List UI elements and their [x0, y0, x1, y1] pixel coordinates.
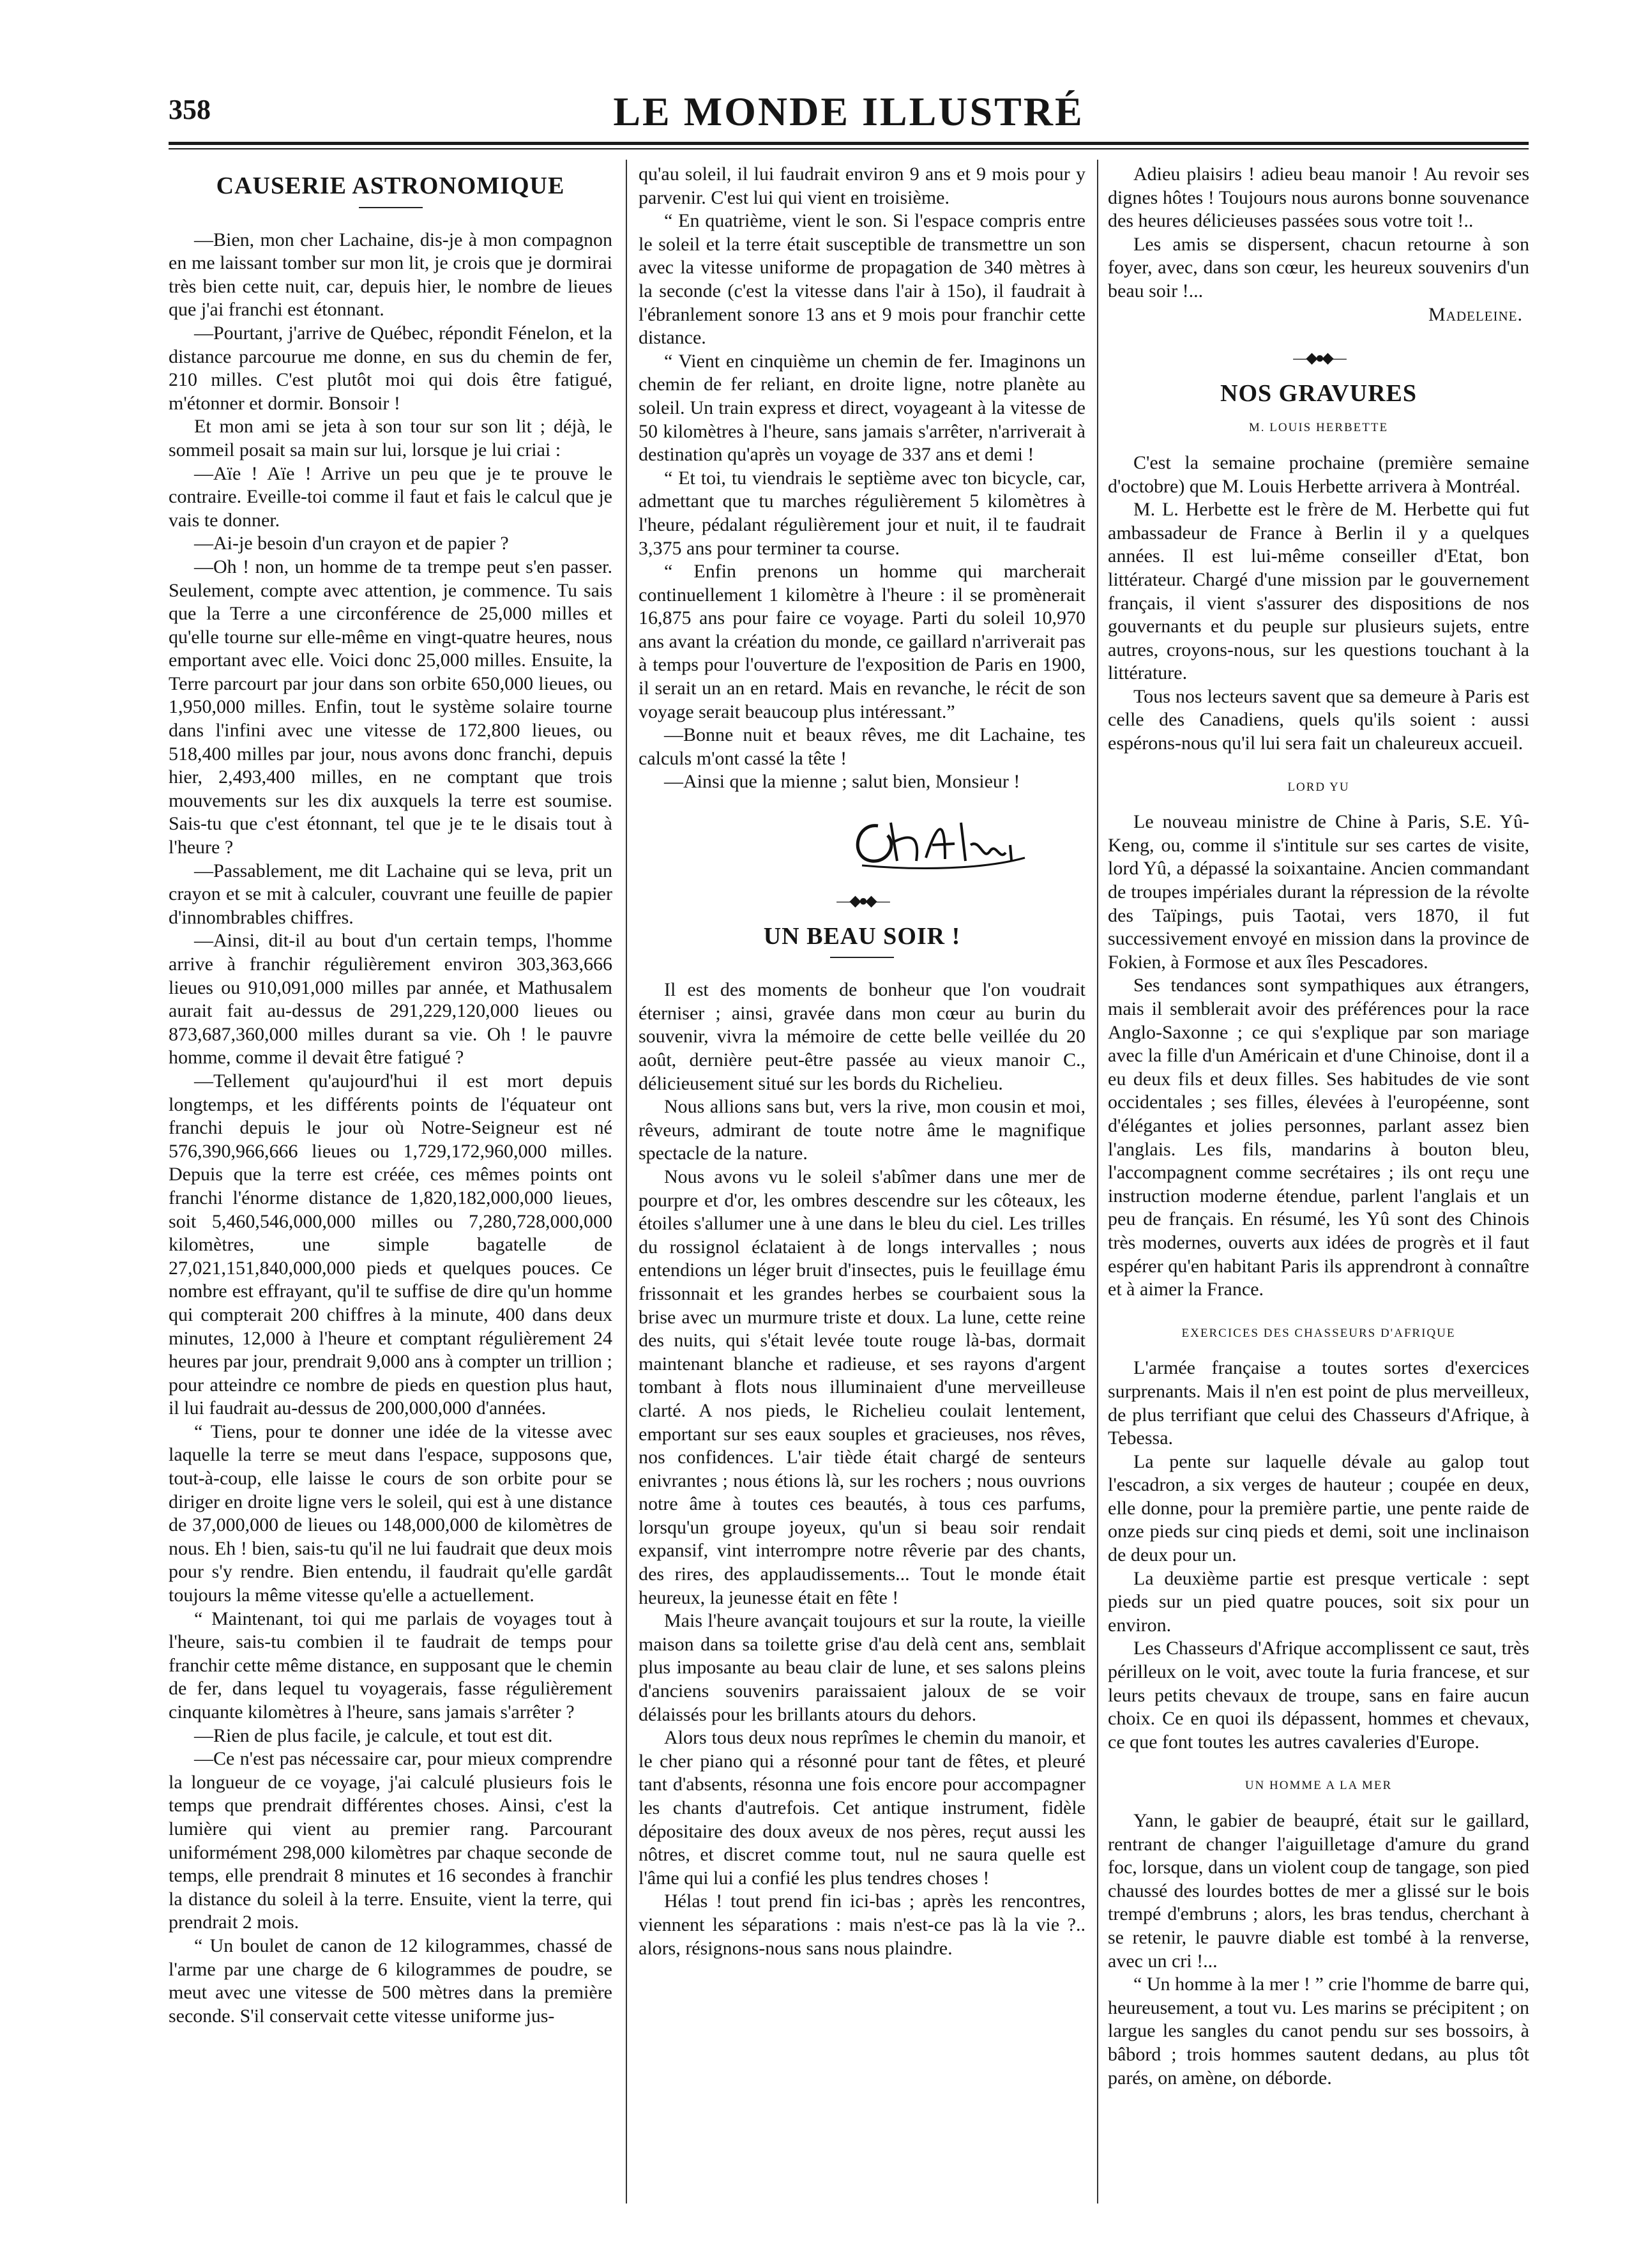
column-3 — [1108, 163, 1529, 2207]
paragraph: Mais l'heure avançait toujours et sur la route, la vieille maison dans sa toilette grise d'au delà cent ans, semblait plus imposante au beau clair de lune, et ses salons pleins d'anciens souvenirs paraissaient jaloux de se voir délaissés pour les brillants atours du dehors. — [639, 1610, 1086, 1725]
paragraph: —Ainsi que la mienne ; salut bien, Monsieur ! — [664, 771, 1020, 793]
paragraph: —Rien de plus facile, je calcule, et tout est dit. — [194, 1724, 553, 1746]
column-2 — [639, 163, 1086, 2207]
paragraph: —Passablement, me dit Lachaine qui se leva, prit un crayon et se mit à calculer, couvrant une feuille de papier d'innombrables chiffres. — [169, 860, 612, 928]
paragraph: Tous nos lecteurs savent que sa demeure à Paris est celle des Canadiens, quels qu'ils soient : aussi espérons-nous qu'il lui sera fait un chaleureux accueil. — [1108, 685, 1529, 754]
paragraph: Le nouveau ministre de Chine à Paris, S.E. Yû-Keng, ou, comme il s'intitule sur ses cartes de visite, lord Yû, a dépassé la soixantaine. Ancien commandant de troupes impériales durant la répression de la révolte des Taïpings, puis Taotai, vers 1870, il fut successivement envoyé en mission dans la province de Fokien, à Formose et aux îles Pescadores. — [1108, 811, 1529, 973]
paragraph: —Aïe ! Aïe ! Arrive un peu que je te prouve le contraire. Eveille-toi comme il faut et fais le calcul que je vais te donner. — [169, 462, 612, 531]
paragraph: La pente sur laquelle dévale au galop tout l'escadron, a six verges de hauteur ; coupée en deux, elle donne, pour la première partie, une pente raide de onze pieds sur cinq pieds et demi, soit une inclinaison de deux pour un. — [1108, 1450, 1529, 1566]
masthead-rule-thick — [169, 142, 1529, 145]
subsection-heading: UN HOMME A LA MER — [1244, 1779, 1393, 1793]
paragraph: Yann, le gabier de beaupré, était sur le gaillard, rentrant de changer l'aiguilletage d'amure du grand foc, lorsque, dans un violent coup de tangage, son pied chaussé des lourdes bottes de mer a glissé sur le bois trempé d'embruns ; alors, les bras tendus, cherchant à se retenir, le pauvre diable est tombé à la renverse, avec un cri !... — [1108, 1810, 1529, 1972]
title-underline — [830, 957, 894, 958]
subsection-heading: M. LOUIS HERBETTE — [1248, 421, 1389, 435]
paragraph: Et mon ami se jeta à son tour sur son lit ; déjà, le sommeil posait sa main sur lui, lorsque je lui criai : — [169, 416, 612, 460]
paragraph: Il est des moments de bonheur que l'on voudrait éterniser ; ainsi, gravée dans mon cœur au burin du souvenir, vivra la mémoire de cette belle veillée du 20 août, dernière peut-être passée au vieux manoir C., délicieusement situé sur les bords du Richelieu. — [639, 979, 1086, 1094]
paragraph: L'armée française a toutes sortes d'exercices surprenants. Mais il n'en est point de plus merveilleux, de plus terrifiant que celui des Chasseurs d'Afrique, à Tebessa. — [1108, 1357, 1529, 1449]
paragraph: —Bonne nuit et beaux rêves, me dit Lachaine, tes calculs m'ont cassé la tête ! — [639, 724, 1086, 769]
paragraph: M. L. Herbette est le frère de M. Herbette qui fut ambassadeur de France à Berlin il y a quelques années. Il est lui-même conseiller d'Etat, bon littérateur. Chargé d'une mission par le gouvernement français, il vient s'assurer des dispositions de nos gouvernants et du peuple sur plusieurs sujets, entre autres, croyons-nous, sur les questions touchant à la littérature. — [1108, 499, 1529, 684]
paragraph: —Tellement qu'aujourd'hui il est mort depuis longtemps, et les différents points de l'équateur ont franchi depuis le jour où Notre-Seigneur est né 576,390,966,666 lieues ou 1,729,172,960,000 milles. Depuis que la terre est créée, ces mêmes points ont franchi l'énorme distance de 1,820,182,000,000 lieues, soit 5,460,546,000,000 milles ou 7,280,728,000,000 kilomètres, une simple bagatelle de 27,021,151,840,000,000 pieds et quelques pouces. Ce nombre est effrayant, qu'il te suffise de dire qu'un homme qui compterait 200 chiffres à la minute, 400 dans deux minutes, 12,000 à l'heure et comptant régulièrement 24 heures par jour, prendrait 9,000 ans à compter un trillion ; pour atteindre ce nombre de pieds en question plus haut, il lui faudrait au-dessus de 200,000,000 d'années. — [169, 1070, 612, 1419]
paragraph: “ Et toi, tu viendrais le septième avec ton bicycle, car, admettant que tu marches régulièrement 5 kilomètres à l'heure, pédalant régulièrement jour et nuit, il te faudrait 3,375 ans pour terminer ta course. — [639, 467, 1086, 559]
column-divider — [1097, 160, 1098, 2203]
paragraph: “ Un homme à la mer ! ” crie l'homme de barre qui, heureusement, a tout vu. Les marins se précipitent ; on largue les sangles du canot pendu sur ses bossoirs, à bâbord ; trois hommes sautent dedans, au plus tôt parés, on amène, on déborde. — [1108, 1974, 1529, 2089]
paragraph: “ Enfin prenons un homme qui marcherait continuellement 1 kilomètre à l'heure : il se promènerait 16,875 ans pour faire ce voyage. Parti du soleil 10,970 ans avant la création du monde, ce gaillard n'arriverait pas à temps pour l'ouverture de l'exposition de Paris en 1900, il serait un an en retard. Mais en revanche, le récit de son voyage serait beaucoup plus intéressant.” — [639, 561, 1086, 722]
paragraph: Les Chasseurs d'Afrique accomplissent ce saut, très périlleux on le voit, avec toute la furia francese, et sur leurs petits chevaux de troupe, sans en faire aucun choix. Ce en quoi ils dépassent, hommes et chevaux, ce que font toutes les autres cavaleries d'Europe. — [1108, 1638, 1529, 1753]
section-ornament: —◆●◆— — [836, 893, 888, 910]
paragraph: “ Vient en cinquième un chemin de fer. Imaginons un chemin de fer reliant, en droite ligne, notre planète au soleil. Un train express et direct, voyageant à la vitesse de 50 kilomètres à l'heure, sans jamais s'arrêter, n'arriverait à destination qu'après un voyage de 337 ans et demi ! — [639, 350, 1086, 466]
paragraph: —Bien, mon cher Lachaine, dis-je à mon compagnon en me laissant tomber sur mon lit, je crois que je dormirai très bien cette nuit, car, depuis hier, le nombre de lieues que j'ai franchi est étonnant. — [169, 229, 612, 321]
masthead — [169, 88, 1529, 139]
section-ornament: —◆●◆— — [1293, 350, 1344, 367]
paragraph: —Ai-je besoin d'un crayon et de papier ? — [194, 533, 509, 554]
paragraph: Les amis se dispersent, chacun retourne à son foyer, avec, dans son cœur, les heureux souvenirs d'un beau soir !... — [1108, 233, 1529, 301]
paragraph: Adieu plaisirs ! adieu beau manoir ! Au revoir ses dignes hôtes ! Toujours nous aurons bonne souvenance des heures délicieuses passées sous votre toit !.. — [1108, 164, 1529, 232]
column-divider — [626, 160, 627, 2203]
paragraph: Alors tous deux nous reprîmes le chemin du manoir, et le cher piano qui a résonné pour tant de fêtes, et pleuré tant d'absents, résonna une fois encore pour accompagner les chants d'autrefois. Cet antique instrument, fidèle dépositaire des doux aveux de nos pères, reçut aussi les nôtres, et discret comme tout, nul ne saura quelle est l'âme qui lui a confié les plus tendres choses ! — [639, 1727, 1086, 1889]
beau-soir-title: UN BEAU SOIR ! — [763, 922, 961, 950]
masthead-rule-thin — [169, 148, 1529, 149]
paragraph: “ En quatrième, vient le son. Si l'espace compris entre le soleil et la terre était susceptible de transmettre un son avec la vitesse uniforme de propagation de 340 mètres à la seconde (c'est la vitesse dans l'air à 15o), il faudrait à l'ébranlement sonore 13 ans et 9 mois pour franchir cette distance. — [639, 210, 1086, 349]
paragraph: —Ce n'est pas nécessaire car, pour mieux comprendre la longueur de ce voyage, j'ai calculé plusieurs fois le temps que prendrait différentes choses. Ainsi, c'est la lumière qui vient au premier rang. Parcourant uniformément 298,000 kilomètres par chaque seconde de temps, elle prendrait 8 minutes et 16 secondes à franchir la distance du soleil à la terre. Ensuite, vient la terre, qui prendrait 2 mois. — [169, 1748, 612, 1933]
column-1 — [169, 163, 612, 2207]
paragraph: C'est la semaine prochaine (première semaine d'octobre) que M. Louis Herbette arrivera à Montréal. — [1108, 452, 1529, 497]
paragraph: “ Tiens, pour te donner une idée de la vitesse avec laquelle la terre se meut dans l'espace, supposons que, tout-à-coup, elle laisse le cours de son orbite pour se diriger en droite ligne vers le soleil, qui est à une distance de 37,000,000 de lieues ou 148,000,000 de kilomètres de nous. Eh ! bien, sais-tu qu'il ne lui faudrait que deux mois pour s'y rendre. Bien entendu, il faudrait qu'elle gardât toujours la même vitesse qu'elle a actuellement. — [169, 1420, 612, 1606]
page-number: 358 — [169, 94, 211, 125]
paragraph: —Oh ! non, un homme de ta trempe peut s'en passer. Seulement, compte avec attention, je commence. Tu sais que la Terre a une circonférence de 25,000 milles et qu'elle tourne sur elle-même en vingt-quatre heures, nous emportant avec elle. Voici donc 25,000 milles. Ensuite, la Terre parcourt par jour dans son orbite 650,000 lieues, ou 1,950,000 milles. Enfin, tout le système solaire tourne dans l'infini avec une vitesse de 172,800 lieues, ou 518,400 milles par jour, nous avons donc franchi, depuis hier, 2,493,400 milles, en ne comptant que trois mouvements sur les dix auxquels la terre est soumise. Sais-tu que c'est étonnant, tel que je te le disais tout à l'heure ? — [169, 556, 612, 858]
paragraph: —Pourtant, j'arrive de Québec, répondit Fénelon, et la distance parcourue me donne, en sus du chemin de fer, 210 milles. C'est plutôt moi qui dois être fatigué, m'étonner et dormir. Bonsoir ! — [169, 322, 612, 414]
newspaper-title: LE MONDE ILLUSTRÉ — [613, 89, 1084, 134]
paragraph: —Ainsi, dit-il au bout d'un certain temps, l'homme arrive à franchir régulièrement environ 303,363,666 lieues ou 910,091,000 milles par année, et Mathusalem aurait fait au-dessus de 291,229,120,000 lieues ou 873,687,360,000 milles durant sa vie. Oh ! le pauvre homme, comme il devait être fatigué ? — [169, 930, 612, 1069]
paragraph: “ Maintenant, toi qui me parlais de voyages tout à l'heure, sais-tu combien il te faudrait de temps pour franchir cette même distance, en supposant que le chemin de fer, dans lequel tu voyagerais, fasse régulièrement cinquante kilomètres à l'heure, sans jamais s'arrêter ? — [169, 1608, 612, 1723]
paragraph: qu'au soleil, il lui faudrait environ 9 ans et 9 mois pour y parvenir. C'est lui qui vient en troisième. — [639, 164, 1086, 208]
author-signature: Madeleine. — [1428, 303, 1523, 325]
paragraph: Ses tendances sont sympathiques aux étrangers, mais il semblerait avoir des préférences pour la race Anglo-Saxonne ; ce qui s'explique par son mariage avec la fille d'un Américain et d'une Chinoise, dont il a eu deux fils et deux filles. Ses habitudes de vie sont occidentales ; ses filles, élevées à l'européenne, sont d'élégantes et jolies personnes, parlant assez bien l'anglais. Les fils, mandarins à bouton bleu, l'accompagnent comme secrétaires ; ils ont reçu une instruction moderne étendue, parlent l'anglais et un peu de français. En résumé, les Yû sont des Chinois très modernes, ouverts aux idées de progrès et il faut espérer qu'en habitant Paris ils apprendront à connaître et à aimer la France. — [1108, 975, 1529, 1300]
paragraph: Hélas ! tout prend fin ici-bas ; après les rencontres, viennent les séparations : mais n'est-ce pas là la vie ?.. alors, résignons-nous sans nous plaindre. — [639, 1891, 1086, 1959]
causerie-title: CAUSERIE ASTRONOMIQUE — [216, 172, 565, 199]
gravures-title: NOS GRAVURES — [1220, 379, 1417, 407]
subsection-heading: EXERCICES DES CHASSEURS D'AFRIQUE — [1181, 1326, 1456, 1340]
paragraph: “ Un boulet de canon de 12 kilogrammes, chassé de l'arme par une charge de 6 kilogrammes de poudre, se meut avec une vitesse de 500 mètres dans la première seconde. S'il conservait cette vitesse uniforme jus- — [169, 1935, 612, 2027]
paragraph: Nous allions sans but, vers la rive, mon cousin et moi, rêveurs, admirant de toute notre âme le magnifique spectacle de la nature. — [639, 1096, 1086, 1164]
paragraph: La deuxième partie est presque verticale : sept pieds sur un pied quatre pouces, soit six pour un environ. — [1108, 1567, 1529, 1636]
subsection-heading: LORD YU — [1287, 780, 1350, 794]
title-underline — [359, 207, 423, 208]
paragraph: Nous avons vu le soleil s'abîmer dans une mer de pourpre et d'or, les ombres descendre sur les côteaux, les étoiles s'allumer une à une dans le bleu du ciel. Les trilles du rossignol éclataient à de longs intervalles ; nous entendions un léger bruit d'insectes, puis le feuillage ému frissonnait et les grandes herbes se courbaient sous la brise avec un murmure triste et doux. La lune, cette reine des nuits, qui s'était levée toute rouge là-bas, dormait maintenant blanche et radieuse, et ses rayons d'argent tombant à flots nous illuminaient d'une merveilleuse clarté. A nos pieds, le Richelieu coulait lentement, emportant sur ses eaux souples et gracieuses, nos rêves, nos confidences. L'air tiède était chargé de senteurs enivrantes ; nous étions là, sur les rochers ; nous ouvrions notre âme à toutes ces beautés, à tous ces parfums, lorsqu'un groupe joyeux, qu'un si beau soir rendait expansif, vint interrompre notre rêverie par des chants, des rires, des applaudissements... Tout le monde était heureux, la jeunesse était en fête ! — [639, 1166, 1086, 1608]
handwritten-signature — [843, 807, 1034, 877]
